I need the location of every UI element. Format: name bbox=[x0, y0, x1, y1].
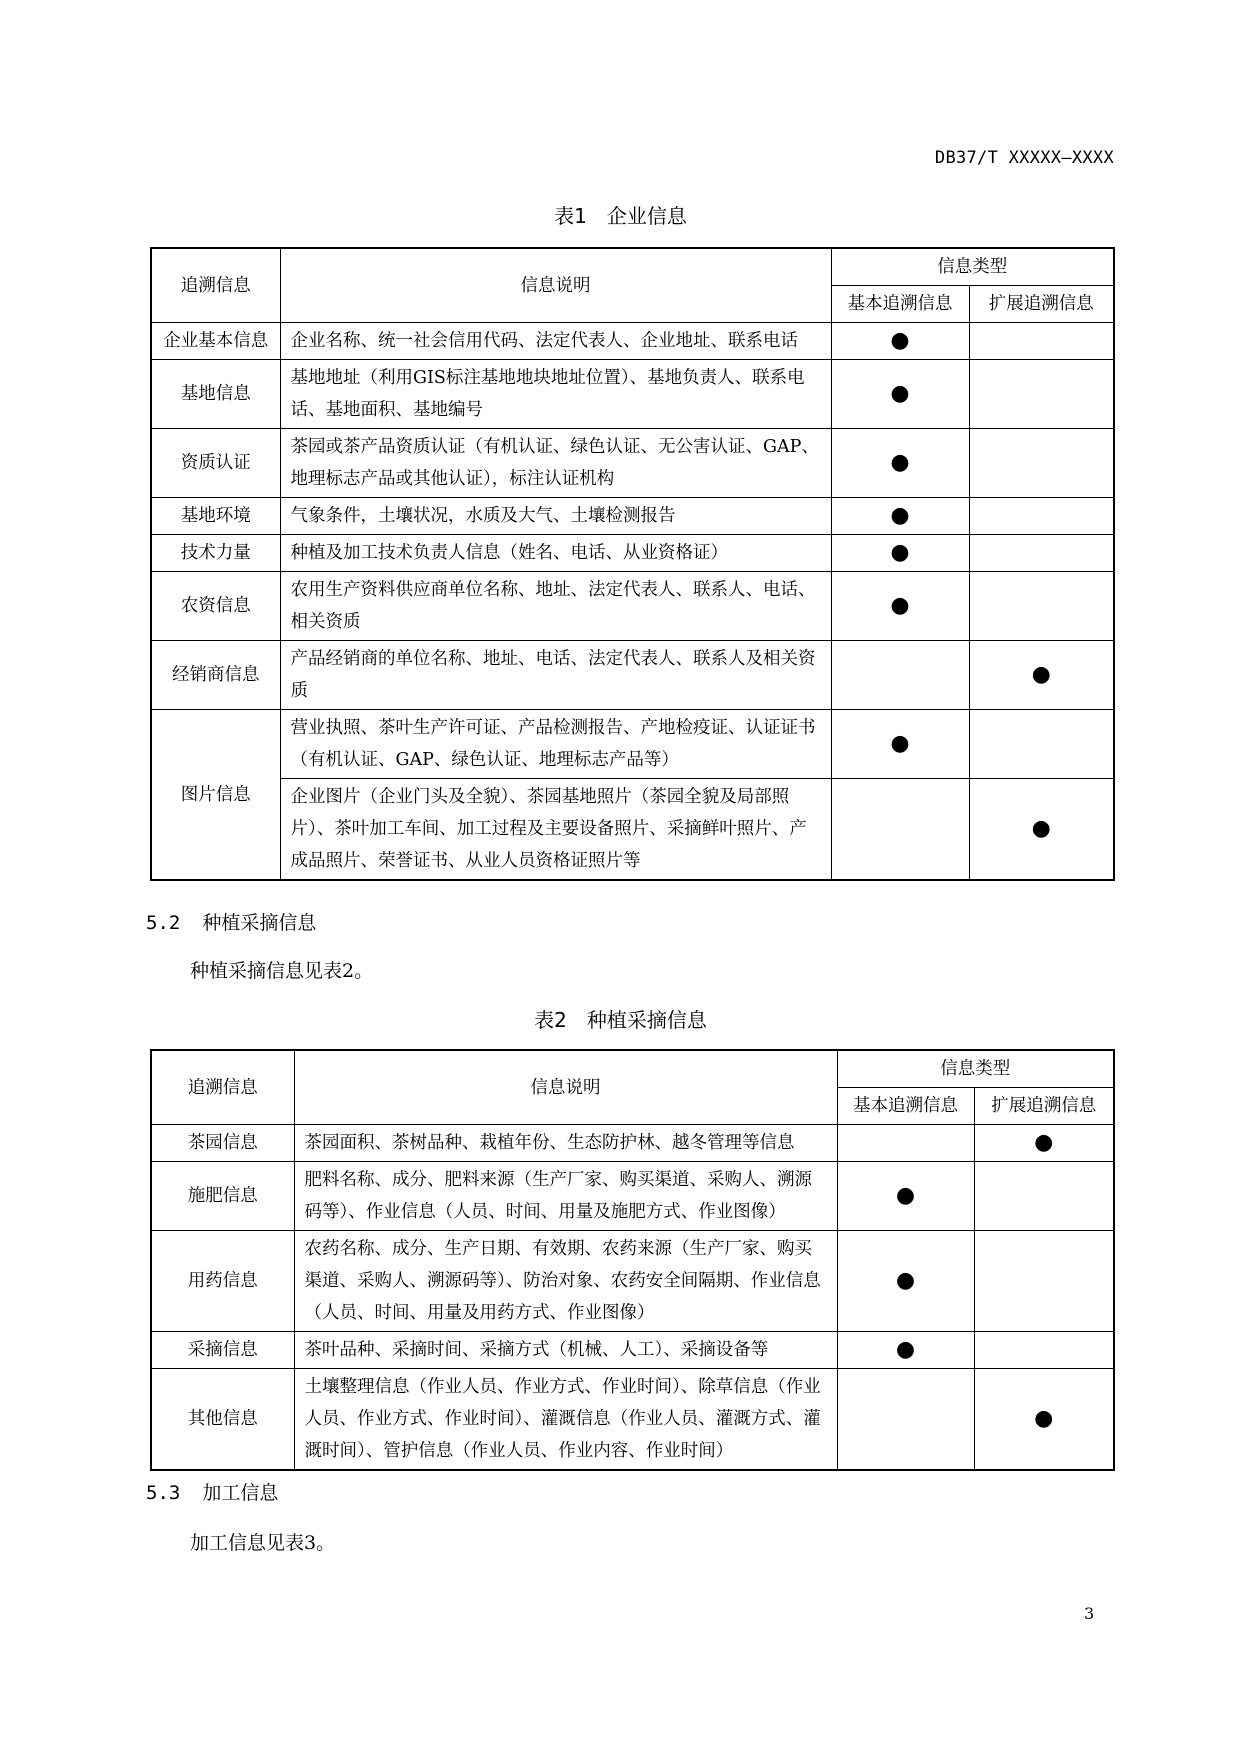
extended-mark bbox=[969, 572, 1114, 641]
extended-mark bbox=[969, 360, 1114, 429]
table-row bbox=[151, 323, 1114, 360]
basic-mark bbox=[831, 641, 969, 710]
table2-header-type: 信息类型 bbox=[837, 1050, 1114, 1088]
table-row bbox=[151, 360, 1114, 429]
row-name: 施肥信息 bbox=[151, 1162, 294, 1231]
table2-header-trace: 追溯信息 bbox=[151, 1050, 294, 1125]
basic-mark: ● bbox=[831, 498, 969, 535]
row-desc: 茶叶品种、采摘时间、采摘方式（机械、人工）、采摘设备等 bbox=[294, 1332, 837, 1369]
table1-header-extended: 扩展追溯信息 bbox=[969, 286, 1114, 323]
table2 bbox=[150, 1049, 1115, 1471]
row-desc: 气象条件，土壤状况，水质及大气、土壤检测报告 bbox=[280, 498, 831, 535]
row-desc: 农用生产资料供应商单位名称、地址、法定代表人、联系人、电话、相关资质 bbox=[280, 572, 831, 641]
row-name: 用药信息 bbox=[151, 1231, 294, 1332]
basic-mark: ● bbox=[837, 1332, 974, 1369]
row-name: 茶园信息 bbox=[151, 1125, 294, 1162]
document-code: DB37/T XXXXX—XXXX bbox=[934, 148, 1114, 168]
table1-title: 表1 企业信息 bbox=[554, 204, 687, 228]
table2-header-extended: 扩展追溯信息 bbox=[974, 1088, 1114, 1125]
row-name: 基地信息 bbox=[151, 360, 280, 429]
row-desc: 土壤整理信息（作业人员、作业方式、作业时间）、除草信息（作业人员、作业方式、作业时间）、灌溉信息（作业人员、灌溉方式、灌溉时间）、管护信息（作业人员、作业内容、作业时间） bbox=[294, 1369, 837, 1471]
row-desc: 营业执照、茶叶生产许可证、产品检测报告、产地检疫证、认证证书（有机认证、GAP、绿色认证、地理标志产品等） bbox=[280, 710, 831, 779]
table1 bbox=[150, 247, 1115, 881]
row-name: 资质认证 bbox=[151, 429, 280, 498]
page-number: 3 bbox=[1084, 1604, 1095, 1623]
table-row bbox=[151, 498, 1114, 535]
row-desc: 农药名称、成分、生产日期、有效期、农药来源（生产厂家、购买渠道、采购人、溯源码等）、防治对象、农药安全间隔期、作业信息（人员、时间、用量及用药方式、作业图像） bbox=[294, 1231, 837, 1332]
basic-mark bbox=[837, 1125, 974, 1162]
extended-mark: ● bbox=[974, 1369, 1114, 1471]
row-desc: 企业图片（企业门头及全貌）、茶园基地照片（茶园全貌及局部照片）、茶叶加工车间、加工过程及主要设备照片、采摘鲜叶照片、产成品照片、荣誉证书、从业人员资格证照片等 bbox=[280, 779, 831, 881]
table-row bbox=[151, 429, 1114, 498]
section-number: 5.2 bbox=[146, 912, 181, 934]
row-desc: 产品经销商的单位名称、地址、电话、法定代表人、联系人及相关资质 bbox=[280, 641, 831, 710]
row-desc: 基地地址（利用GIS标注基地地块地址位置）、基地负责人、联系电话、基地面积、基地编号 bbox=[280, 360, 831, 429]
table2-header-desc: 信息说明 bbox=[294, 1050, 837, 1125]
basic-mark bbox=[837, 1369, 974, 1471]
row-desc: 种植及加工技术负责人信息（姓名、电话、从业资格证） bbox=[280, 535, 831, 572]
table1-header-desc: 信息说明 bbox=[280, 248, 831, 323]
row-desc: 茶园面积、茶树品种、栽植年份、生态防护林、越冬管理等信息 bbox=[294, 1125, 837, 1162]
row-name: 技术力量 bbox=[151, 535, 280, 572]
row-name: 经销商信息 bbox=[151, 641, 280, 710]
section-title: 加工信息 bbox=[202, 1482, 279, 1504]
row-desc: 茶园或茶产品资质认证（有机认证、绿色认证、无公害认证、GAP、地理标志产品或其他认证），标注认证机构 bbox=[280, 429, 831, 498]
row-desc: 企业名称、统一社会信用代码、法定代表人、企业地址、联系电话 bbox=[280, 323, 831, 360]
table-row bbox=[151, 1332, 1114, 1369]
paragraph: 种植采摘信息见表2。 bbox=[190, 960, 374, 982]
extended-mark: ● bbox=[969, 641, 1114, 710]
row-name: 采摘信息 bbox=[151, 1332, 294, 1369]
table-row bbox=[151, 1231, 1114, 1332]
table-row bbox=[151, 1369, 1114, 1471]
basic-mark: ● bbox=[831, 535, 969, 572]
basic-mark: ● bbox=[831, 710, 969, 779]
extended-mark bbox=[974, 1162, 1114, 1231]
section-heading-5-3 bbox=[146, 1478, 278, 1505]
row-name: 图片信息 bbox=[151, 710, 280, 881]
extended-mark bbox=[969, 710, 1114, 779]
basic-mark bbox=[831, 779, 969, 881]
table-row bbox=[151, 1162, 1114, 1231]
basic-mark: ● bbox=[831, 429, 969, 498]
row-desc: 肥料名称、成分、肥料来源（生产厂家、购买渠道、采购人、溯源码等）、作业信息（人员、时间、用量及施肥方式、作业图像） bbox=[294, 1162, 837, 1231]
paragraph: 加工信息见表3。 bbox=[190, 1532, 336, 1554]
table-row bbox=[151, 535, 1114, 572]
extended-mark bbox=[969, 429, 1114, 498]
section-heading-5-2 bbox=[146, 908, 316, 935]
table-row bbox=[151, 710, 1114, 779]
table2-header-basic: 基本追溯信息 bbox=[837, 1088, 974, 1125]
section-title: 种植采摘信息 bbox=[202, 912, 317, 934]
table-row bbox=[151, 572, 1114, 641]
basic-mark: ● bbox=[837, 1162, 974, 1231]
table-row bbox=[151, 779, 1114, 881]
row-name: 基地环境 bbox=[151, 498, 280, 535]
section-number: 5.3 bbox=[146, 1482, 181, 1504]
extended-mark: ● bbox=[974, 1125, 1114, 1162]
table1-header-trace: 追溯信息 bbox=[151, 248, 280, 323]
table1-header-type: 信息类型 bbox=[831, 248, 1114, 286]
extended-mark bbox=[974, 1231, 1114, 1332]
basic-mark: ● bbox=[831, 572, 969, 641]
table1-header-basic: 基本追溯信息 bbox=[831, 286, 969, 323]
basic-mark: ● bbox=[837, 1231, 974, 1332]
extended-mark bbox=[969, 535, 1114, 572]
extended-mark bbox=[974, 1332, 1114, 1369]
extended-mark bbox=[969, 498, 1114, 535]
basic-mark: ● bbox=[831, 360, 969, 429]
row-name: 其他信息 bbox=[151, 1369, 294, 1471]
extended-mark bbox=[969, 323, 1114, 360]
table-row bbox=[151, 641, 1114, 710]
basic-mark: ● bbox=[831, 323, 969, 360]
row-name: 企业基本信息 bbox=[151, 323, 280, 360]
table2-title: 表2 种植采摘信息 bbox=[534, 1008, 707, 1032]
row-name: 农资信息 bbox=[151, 572, 280, 641]
table-row bbox=[151, 1125, 1114, 1162]
extended-mark: ● bbox=[969, 779, 1114, 881]
